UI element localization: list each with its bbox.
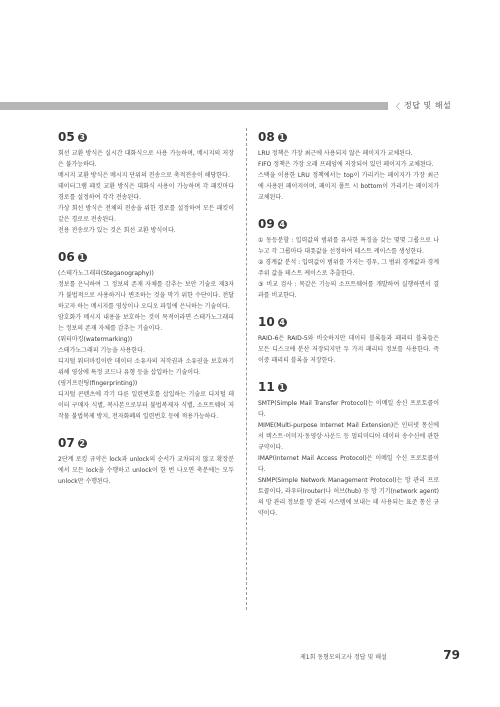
question-number-text: 05 bbox=[58, 130, 75, 144]
footer-title: 제1회 동형모의고사 정답 및 해설 bbox=[300, 654, 387, 661]
explanation-text: FIFO 정책은 가장 오래 프레임에 저장되어 있던 페이지가 교체된다. bbox=[258, 161, 434, 168]
question-number-text: 10 bbox=[258, 315, 275, 329]
question-block bbox=[258, 315, 439, 366]
question-number bbox=[258, 130, 439, 144]
explanation-text: 메시지 교환 방식은 메시지 단위의 전송으로 축적전송이 해당한다. bbox=[58, 172, 230, 179]
question-number-text: 09 bbox=[258, 217, 275, 231]
question-number bbox=[58, 250, 234, 264]
question-number bbox=[258, 380, 439, 394]
right-column bbox=[258, 130, 439, 533]
question-number bbox=[258, 315, 439, 329]
explanation-text: 암호화가 메시지 내용을 보호하는 것이 목적이라면 스테가노그래피는 정보의 존재 자체를 감추는 기술이다. bbox=[58, 314, 234, 332]
explanation-text: 스테가노그래피 기능을 사용한다. bbox=[58, 347, 145, 354]
explanation-text: IMAP(Internet Mail Access Protocol)은 이메일 수신 프로토콜이다. bbox=[258, 455, 439, 473]
chevron-left-icon: 〈 bbox=[392, 102, 400, 111]
explanation-text: LRU 정책은 가장 최근에 사용되지 않은 페이지가 교체된다. bbox=[258, 150, 413, 157]
explanation-text: 데이터그램 패킷 교환 방식은 대화식 사용이 가능하며 각 패킷마다 경로를 설정하여 각각 전송된다. bbox=[58, 183, 234, 201]
answer-circle-icon: 4 bbox=[279, 220, 285, 229]
explanation-text: ③ 비교 검사 : 목같은 기능의 소프트웨어를 개발하여 실행하면서 결과를 비교한다. bbox=[258, 281, 439, 299]
question-number-text: 11 bbox=[258, 380, 275, 394]
question-block bbox=[58, 130, 234, 236]
section-tab-label: 정답 및 해설 bbox=[404, 101, 452, 110]
page-footer bbox=[300, 648, 460, 662]
question-number-text: 07 bbox=[58, 436, 75, 450]
explanation-text: (핑거프린팅(fingerprinting)) bbox=[58, 380, 138, 387]
explanation-text: (스테가노그래피(Steganography)) bbox=[58, 270, 154, 277]
answer-circle-icon: 1 bbox=[79, 253, 85, 262]
question-number bbox=[58, 130, 234, 144]
answer-circle-icon: 1 bbox=[279, 133, 285, 142]
explanation-text: 가상 회선 방식은 전체의 전송을 위한 경로를 설정하여 모든 패킷이 같은 경로로 전송된다. bbox=[58, 205, 234, 223]
question-block bbox=[258, 217, 439, 301]
answer-circle-icon: 3 bbox=[79, 133, 85, 142]
question-block bbox=[258, 380, 439, 519]
explanation-text: SMTP(Simple Mail Transfer Protocol)는 이메일 송신 프로토콜이다. bbox=[258, 400, 439, 418]
question-number bbox=[58, 436, 234, 450]
question-number bbox=[258, 217, 439, 231]
explanation-text: MIME(Multi-purpose Internet Mail Extension)은 인터넷 몽신에서 텍스트·이미지·동영상·사운드 등 멀티미디어 데이터 송수신에 관한 규약이다. bbox=[258, 422, 439, 451]
explanation-text: 회선 교환 방식은 실시간 대화식으로 사용 가능하며, 메시지의 저장은 불가능하다. bbox=[58, 150, 234, 168]
explanation-text: ② 경계값 분석 : 입력값이 범위를 가지는 경우, 그 범위 경계값과 경계 주위 값을 테스트 케이스로 추출한다. bbox=[258, 259, 439, 277]
question-block bbox=[58, 250, 234, 422]
explanation-text: ① 동등분할 : 입력값의 범위를 유사한 특징을 갖는 몇몇 그룹으로 나누고 각 그룹마다 대푯값을 선정하여 테스트 케이스를 생성한다. bbox=[258, 237, 439, 255]
explanation-text: 전용 전송로가 있는 것은 회선 교환 방식이다. bbox=[58, 227, 176, 234]
question-block bbox=[258, 130, 439, 203]
explanation-text: 디지털 워터마킹이란 데이터 소유자의 저작권과 소유권을 보호하기 위해 영상에 특정 코드나 유형 등을 삽입하는 기술이다. bbox=[58, 358, 234, 376]
answer-circle-icon: 2 bbox=[79, 439, 85, 448]
explanation-text: (워터마킹(watermarking)) bbox=[58, 336, 133, 343]
column-divider bbox=[246, 128, 247, 610]
explanation-text: RAID-6은 RAID-5와 비슷하지만 데이터 블록들과 패리티 블록들은 모든 디스크에 분산 저장되지만 두 가지 패리티 정보를 사용한다. 즉 이중 패리티 블록을 저장한다. bbox=[258, 335, 439, 364]
explanation-text: 정보를 은닉하여 그 정보의 존재 자체를 감추는 보안 기술로 제3자가 불법적으로 사용하거나 변조하는 것을 막기 위한 수단이다. 전달하고자 하는 메시지를 영상이나 오디오 파일에 은닉하는 기술이다. bbox=[58, 281, 234, 310]
explanation-text: SNMP(Simple Network Management Protocol)는 망 관리 프로토콜이다, 라우터(router)나 허브(hub) 등 망 기기(network agent)의 망 관리 정보를 망 관리 시스템에 보내는 데 사용되는 표준 통신 규약이다. bbox=[258, 477, 439, 517]
question-number-text: 06 bbox=[58, 250, 75, 264]
explanation-text: 스택을 이용한 LRU 정책에서는 top이 가리키는 페이지가 가장 최근에 사용된 페이지이며, 페이지 폴트 시 bottom이 가리키는 페이지가 교체된다. bbox=[258, 172, 439, 201]
page-number: 79 bbox=[443, 648, 460, 662]
question-block bbox=[58, 436, 234, 487]
left-column bbox=[58, 130, 234, 501]
answer-circle-icon: 1 bbox=[279, 383, 285, 392]
answer-circle-icon: 4 bbox=[279, 318, 285, 327]
section-tab bbox=[388, 99, 500, 113]
explanation-text: 2단계 로킹 규약은 lock과 unlock의 순서가 교차되지 않고 확장분에서 모든 lock을 수행하고 unlock이 한 번 나오면 축분에는 모두 unlock만 수행된다. bbox=[58, 456, 234, 485]
explanation-text: 디지털 콘텐츠에 각기 다른 일련번호를 삽입하는 기술로 디지털 데이터 구매자 식별, 복사본으로부터 불법복제자 식별, 소프트웨어 저작물 불법복제 방지, 전자화폐의 일련번호 등에 적용가능하다. bbox=[58, 391, 234, 420]
question-number-text: 08 bbox=[258, 130, 275, 144]
